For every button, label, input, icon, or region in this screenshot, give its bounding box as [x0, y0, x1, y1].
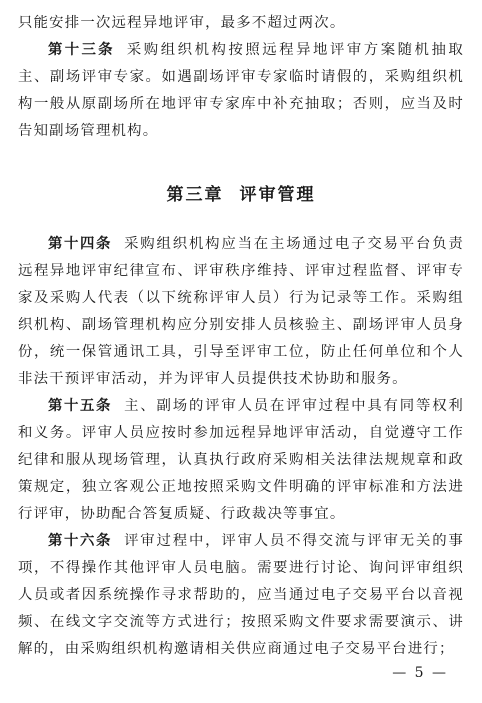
article-16-number: 第十六条	[48, 533, 113, 549]
article-14-text: 采购组织机构应当在主场通过电子交易平台负责远程异地评审纪律宣布、评审秩序维持、评审过程监督、评审专家及采购人代表（以下统称评审人员）行为记录等工作。采购组织机构、副场管理机构应分别安排人员核验主、副场评审人员身份，统一保管通讯工具，引导至评审工位，防止任何单位和个人非法干预评审活动，并为评审人员提供技术协助和服务。	[18, 236, 464, 387]
article-13-text: 采购组织机构按照远程异地评审方案随机抽取主、副场评审专家。如遇副场评审专家临时请假的，采购组织机构一般从原副场所在地评审专家库中补充抽取；否则，应当及时告知副场管理机构。	[18, 42, 464, 139]
article-15-paragraph	[18, 393, 464, 528]
article-13-number: 第十三条	[48, 42, 115, 58]
chapter-heading	[0, 180, 482, 205]
article-16-paragraph	[18, 528, 464, 663]
continuation-paragraph	[18, 10, 464, 37]
continuation-text: 只能安排一次远程异地评审，最多不超过两次。	[18, 15, 346, 31]
chapter-title: 评审管理	[239, 185, 316, 205]
article-15-text: 主、副场的评审人员在评审过程中具有同等权利和义务。评审人员应按时参加远程异地评审活动，自觉遵守工作纪律和服从现场管理，认真执行政府采购相关法律法规规章和政策规定，独立客观公正地按照采购文件明确的评审标准和方法进行评审，协助配合答复质疑、行政裁决等事宜。	[18, 398, 464, 522]
chapter-number: 第三章	[166, 185, 224, 205]
article-14-number: 第十四条	[48, 236, 113, 252]
article-15-number: 第十五条	[48, 398, 113, 414]
page-number: — 5 —	[392, 665, 448, 681]
article-16-text: 评审过程中，评审人员不得交流与评审无关的事项，不得操作其他评审人员电脑。需要进行讨论、询问评审组织人员或者因系统操作寻求帮助的，应当通过电子交易平台以音视频、在线文字交流等方式进行；按照采购文件要求需要演示、讲解的，由采购组织机构邀请相关供应商通过电子交易平台进行；	[18, 533, 464, 657]
article-14-paragraph	[18, 231, 464, 393]
article-13-paragraph	[18, 37, 464, 145]
